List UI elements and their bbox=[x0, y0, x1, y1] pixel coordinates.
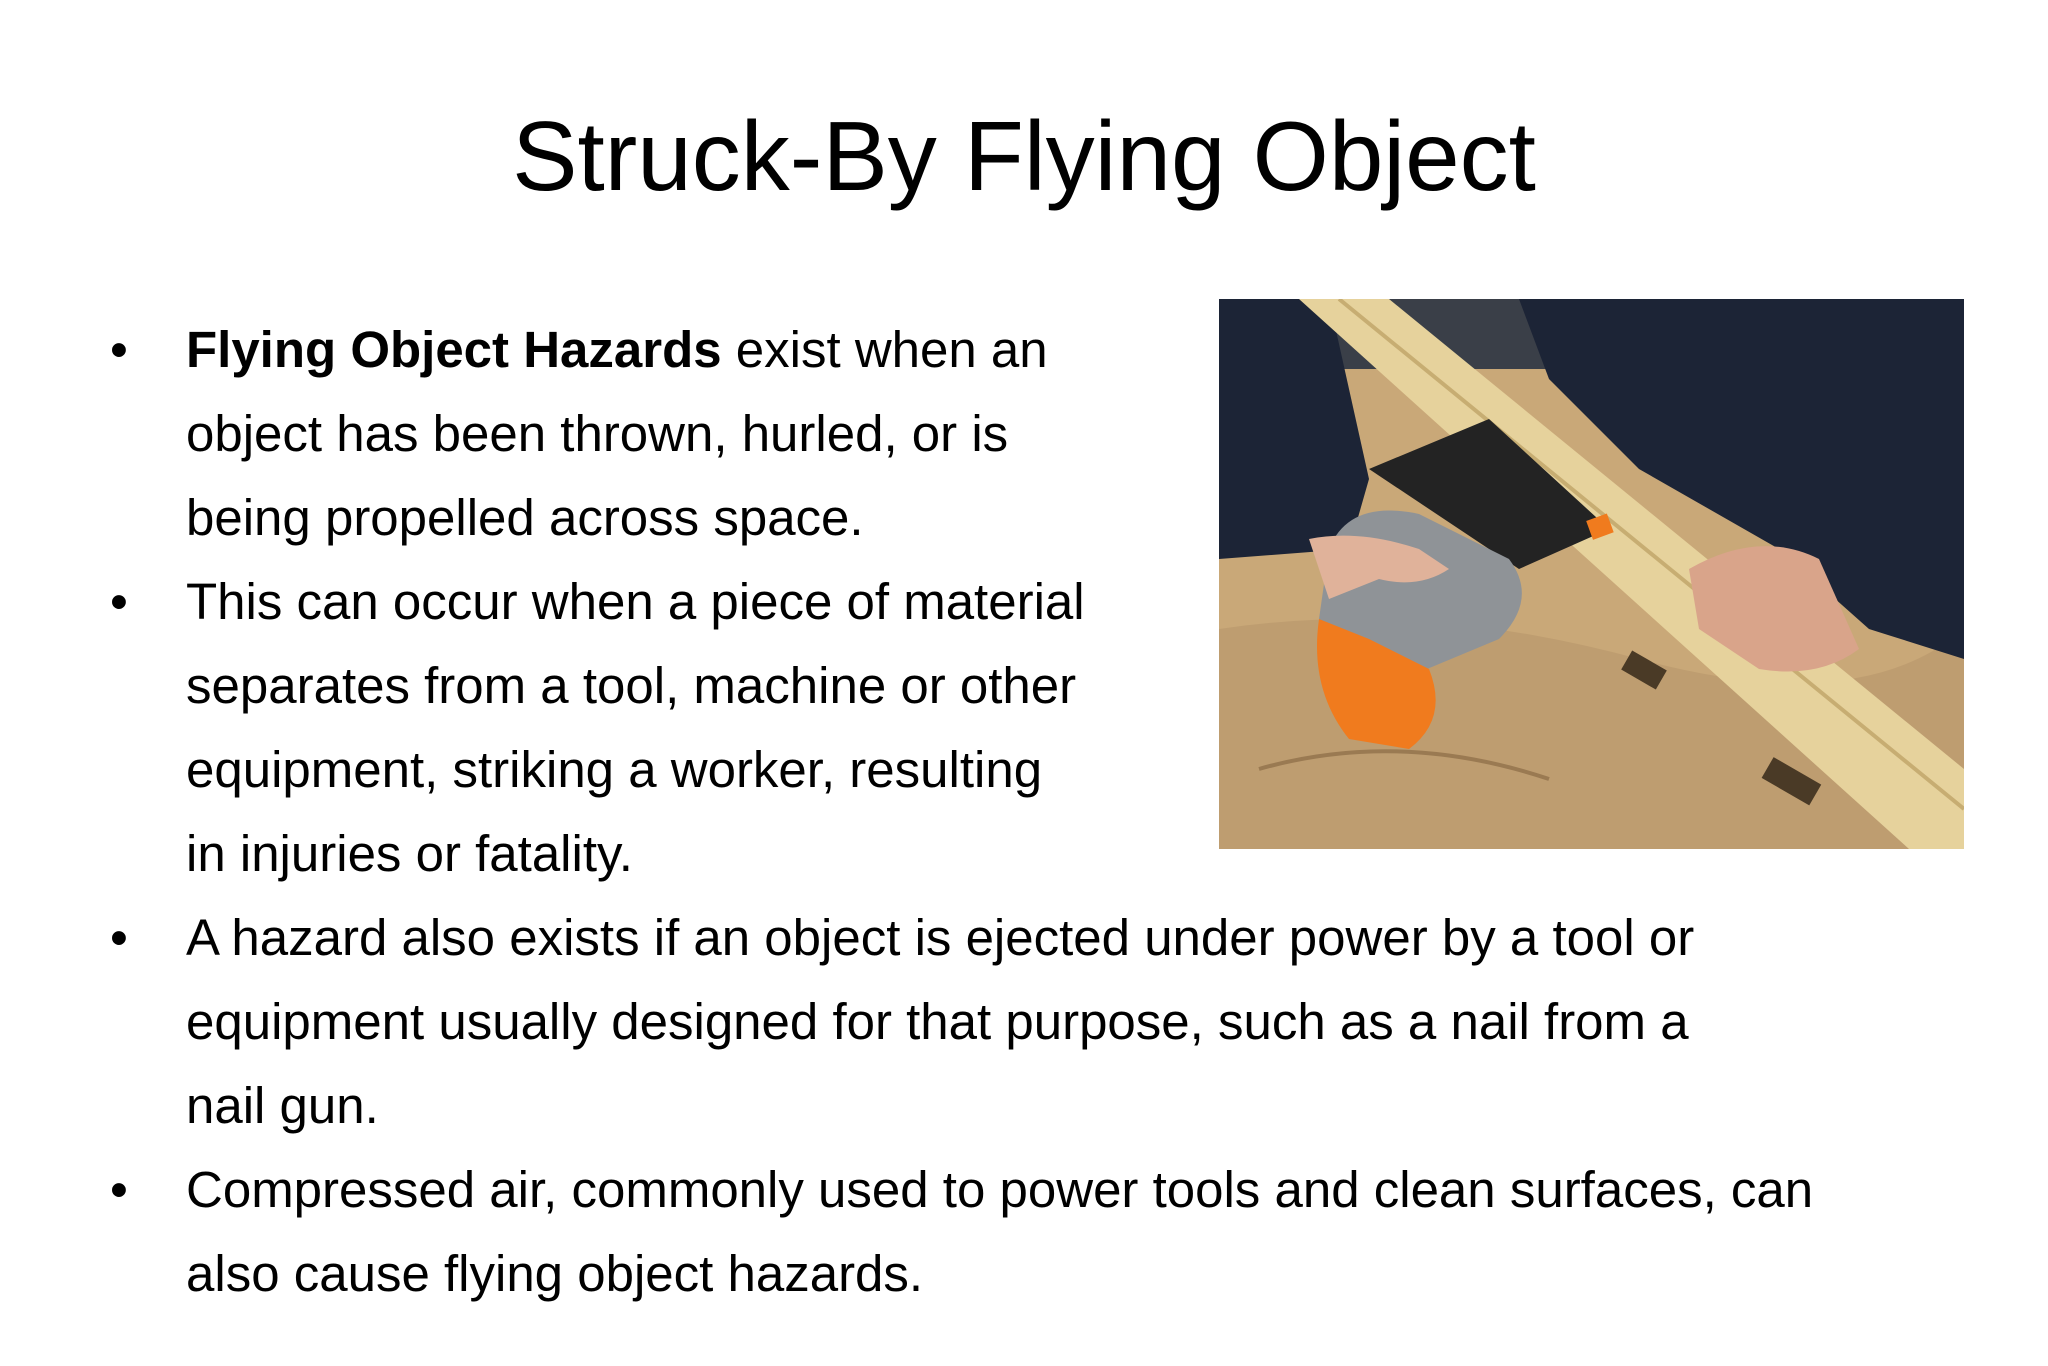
bullet-line: This can occur when a piece of material bbox=[186, 573, 1085, 630]
slide-title: Struck-By Flying Object bbox=[512, 101, 1536, 211]
bullet-line: A hazard also exists if an object is ejected under power by a tool or bbox=[186, 909, 1695, 966]
bullet-bold-term: Flying Object Hazards bbox=[186, 321, 722, 378]
bullet-dot: • bbox=[110, 321, 128, 378]
bullet-text: exist when an bbox=[721, 321, 1048, 378]
bullet-line: being propelled across space. bbox=[186, 489, 864, 546]
bullet-line: also cause flying object hazards. bbox=[186, 1245, 924, 1302]
bullet-dot: • bbox=[110, 573, 128, 630]
bullet-line: object has been thrown, hurled, or is bbox=[186, 405, 1009, 462]
bullet-line: equipment usually designed for that purpose, such as a nail from a bbox=[186, 993, 1689, 1050]
bullet-line: Compressed air, commonly used to power tools and clean surfaces, can bbox=[186, 1161, 1814, 1218]
bullet-dot: • bbox=[110, 1161, 128, 1218]
bullet-line bbox=[186, 308, 1048, 392]
bullet-line: nail gun. bbox=[186, 1077, 379, 1134]
bullet-line: separates from a tool, machine or other bbox=[186, 657, 1077, 714]
bullet-dot: • bbox=[110, 909, 128, 966]
bullet-line: in injuries or fatality. bbox=[186, 825, 633, 882]
bullet-line: equipment, striking a worker, resulting bbox=[186, 741, 1043, 798]
